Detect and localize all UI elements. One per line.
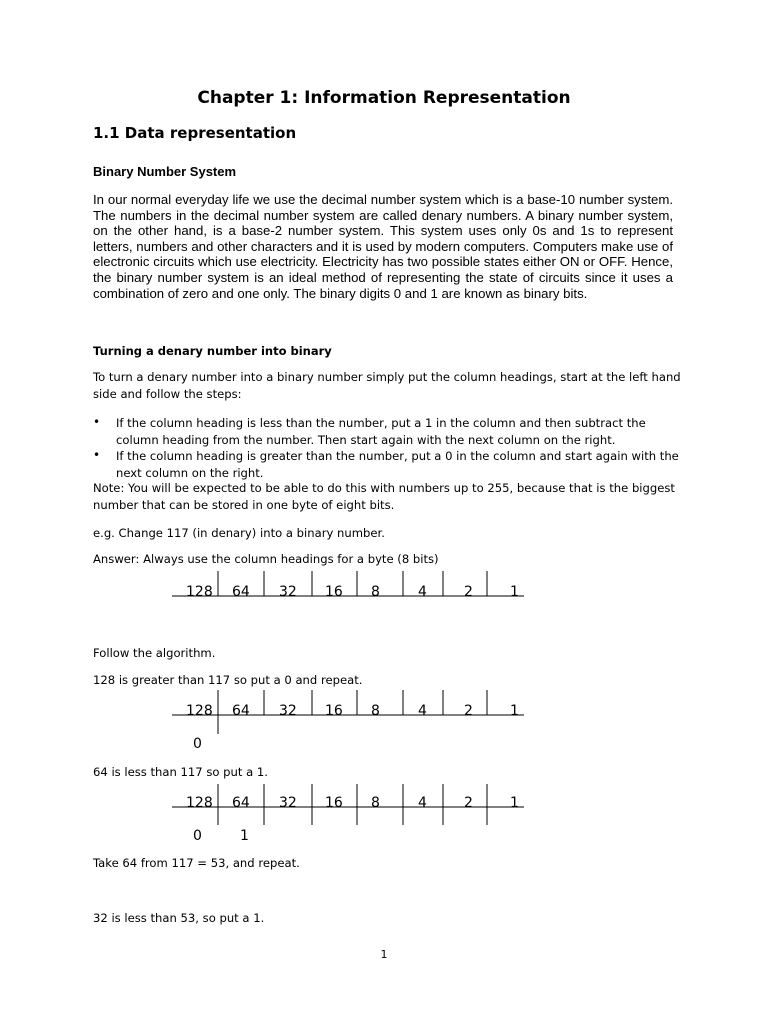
column-heading: 16 [325,584,343,600]
page-number: 1 [380,948,388,961]
follow-text: Follow the algorithm. [93,646,216,660]
answer-text: Answer: Always use the column headings for a byte (8 bits) [93,552,439,566]
column-heading: 1 [510,584,519,600]
step-3-text: Take 64 from 117 = 53, and repeat. [93,856,300,870]
column-heading: 64 [232,584,250,600]
column-heading: 2 [464,795,473,811]
step-4-text: 32 is less than 53, so put a 1. [93,911,265,925]
column-heading: 8 [371,703,380,719]
column-heading: 128 [186,703,213,719]
subsection-title: Binary Number System [93,164,237,179]
column-heading: 32 [279,795,297,811]
column-heading: 128 [186,795,213,811]
bullet-text: If the column heading is less than the number, put a 1 in the column and then subtract the column heading from the number. Then start again with the next column on the right. [116,416,646,447]
bit-value: 0 [193,736,202,752]
step-2-text: 64 is less than 117 so put a 1. [93,765,268,779]
bit-value: 0 [193,828,202,844]
column-heading: 16 [325,703,343,719]
column-heading: 2 [464,584,473,600]
turning-intro: To turn a denary number into a binary number simply put the column headings, start at the left hand side and follow the steps: [93,370,681,401]
binary-paragraph: In our normal everyday life we use the decimal number system which is a base-10 number system. The numbers in the decimal number system are called denary numbers. A binary number system, on the other hand, is a base-2 number system. This system uses only 0s and 1s to represent letters, numbers and other characters and it is used by modern computers. Computers make use of electronic circuits which use electricity. Electricity has two possible states either ON or OFF. Hence, the binary number system is an ideal method of representing the state of circuits since it uses a combination of zero and one only. The binary digits 0 and 1 are known as binary bits. [93,192,673,301]
column-heading: 4 [418,584,427,600]
steps-list [93,415,683,481]
column-heading: 1 [510,795,519,811]
column-heading: 64 [232,795,250,811]
section-title: 1.1 Data representation [93,124,297,142]
column-heading: 8 [371,795,380,811]
chapter-title: Chapter 1: Information Representation [197,88,571,108]
column-heading: 1 [510,703,519,719]
list-item [93,448,683,481]
column-heading: 4 [418,795,427,811]
note-text: Note: You will be expected to be able to do this with numbers up to 255, because that is the biggest number that can be stored in one byte of eight bits. [93,481,675,512]
column-heading: 8 [371,584,380,600]
bullet-text: If the column heading is greater than the number, put a 0 in the column and start again with the next column on the right. [116,449,679,480]
column-heading: 16 [325,795,343,811]
step-1-text: 128 is greater than 117 so put a 0 and repeat. [93,673,363,687]
bullet-icon: • [93,448,101,462]
column-heading: 64 [232,703,250,719]
binary-table-step-1 [0,688,768,758]
list-item [93,415,683,448]
example-text: e.g. Change 117 (in denary) into a binary number. [93,526,385,540]
binary-table-headings [0,568,768,608]
turning-heading: Turning a denary number into binary [93,344,332,358]
bullet-icon: • [93,415,101,429]
column-heading: 128 [186,584,213,600]
column-heading: 2 [464,703,473,719]
binary-table-step-2 [0,780,768,850]
bit-value: 1 [240,828,249,844]
column-heading: 32 [279,703,297,719]
column-heading: 4 [418,703,427,719]
column-heading: 32 [279,584,297,600]
